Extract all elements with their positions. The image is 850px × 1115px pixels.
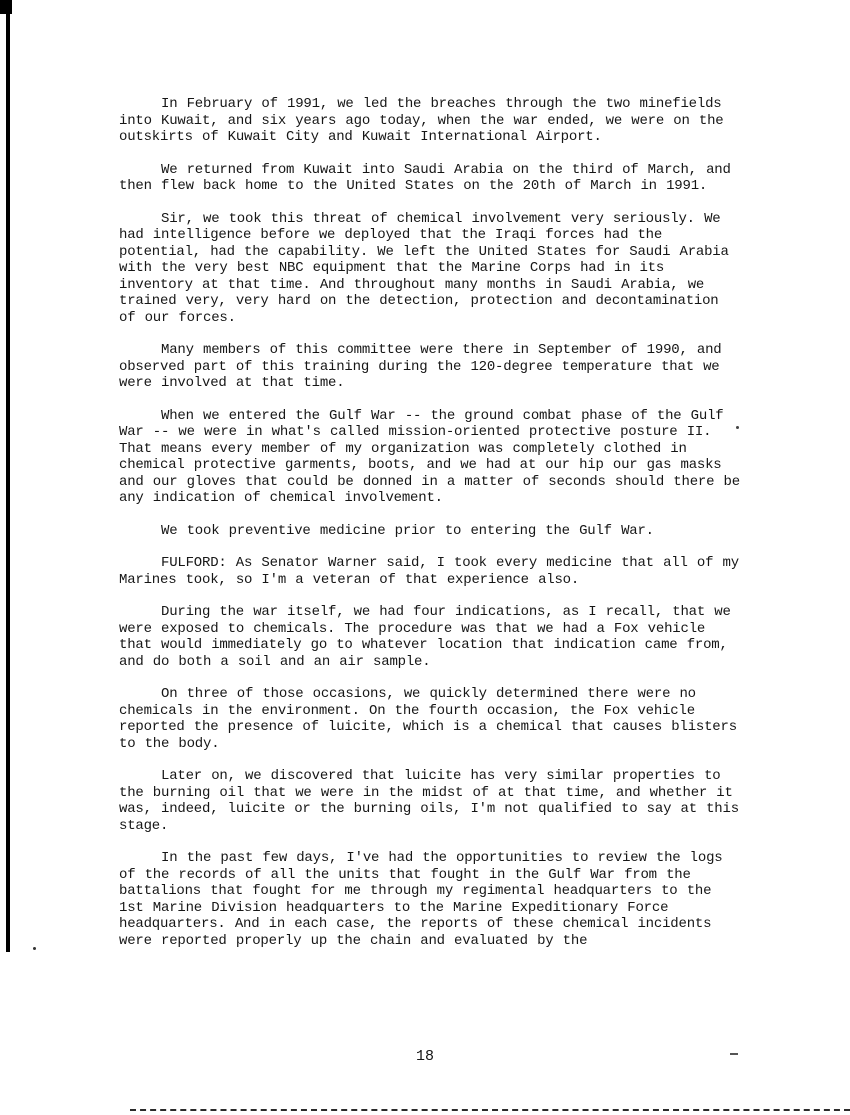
paragraph: On three of those occasions, we quickly determined there were no chemicals in the environment. On the fourth occasion, the Fox vehicle reported the presence of luicite, which is a chemical that causes blisters to the body. <box>119 686 737 752</box>
paragraph: FULFORD: As Senator Warner said, I took every medicine that all of my Marines took, so I'm a veteran of that experience also. <box>119 555 739 588</box>
paragraph: When we entered the Gulf War -- the ground combat phase of the Gulf War -- we were in what's called mission-oriented protective posture II. That means every member of my organization was completely clothed in chemical protective garments, boots, and we had at our hip our gas masks and our gloves that could be donned in a matter of seconds should there be any indication of chemical involvement. <box>119 407 740 506</box>
typed-text-block <box>119 96 741 965</box>
paragraph: Many members of this committee were there in September of 1990, and observed part of this training during the 120-degree temperature that we were involved at that time. <box>119 342 722 391</box>
paragraph: We took preventive medicine prior to entering the Gulf War. <box>161 522 654 539</box>
paragraph: During the war itself, we had four indications, as I recall, that we were exposed to chemicals. The procedure was that we had a Fox vehicle that would immediately go to whatever location that indication came from, and do both a soil and an air sample. <box>119 604 731 670</box>
scan-bottom-dashed-line <box>130 1109 850 1111</box>
paragraph: Later on, we discovered that luicite has very similar properties to the burning oil that we were in the midst of at that time, and whether it was, indeed, luicite or the burning oils, I'm not qualified to say at this stage. <box>119 768 739 834</box>
page-number: 18 <box>415 1048 434 1065</box>
paragraph: Sir, we took this threat of chemical involvement very seriously. We had intelligence before we deployed that the Iraqi forces had the potential, had the capability. We left the United States for Saudi Arabia with the very best NBC equipment that the Marine Corps had in its inventory at that time. And throughout many months in Saudi Arabia, we trained very, very hard on the detection, protection and decontamination of our forces. <box>119 210 729 326</box>
paragraph: In February of 1991, we led the breaches through the two minefields into Kuwait, and six years ago today, when the war ended, we were on the outskirts of Kuwait City and Kuwait International Airport. <box>119 96 724 145</box>
paragraph: In the past few days, I've had the opportunities to review the logs of the records of all the units that fought in the Gulf War from the battalions that fought for me through my regimental headquarters to the 1st Marine Division headquarters to the Marine Expeditionary Force headquarters. And in each case, the reports of these chemical incidents were reported properly up the chain and evaluated by the <box>119 850 723 949</box>
scan-stray-dot <box>33 947 36 950</box>
scan-left-edge-line <box>6 0 10 952</box>
paragraph: We returned from Kuwait into Saudi Arabia on the third of March, and then flew back home to the United States on the 20th of March in 1991. <box>119 161 731 194</box>
